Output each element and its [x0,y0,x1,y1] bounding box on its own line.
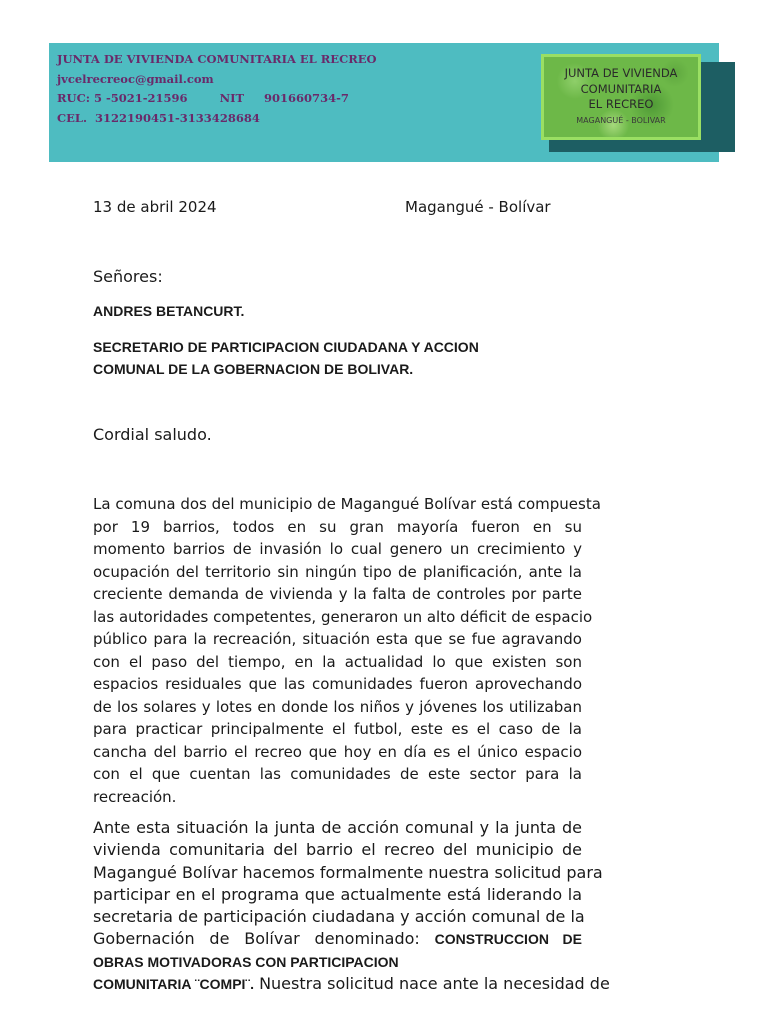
paragraph-line: participar en el programa que actualmente está liderando la [93,884,582,904]
paragraph-line: La comuna dos del municipio de Magangué Bolívar está compuesta [93,495,601,513]
org-ruc-nit: RUC: 5 -5021-21596 NIT 901660734-7 [57,91,349,105]
org-phone: CEL. 3122190451-3133428684 [57,110,260,125]
org-logo [541,54,701,140]
paragraph-line: espacios residuales que las comunidades fueron aprovechando [93,675,582,693]
letter-date: 13 de abril 2024 [93,198,217,216]
paragraph-line: con el que cuentan las comunidades de este sector para la [93,765,582,783]
letter-place: Magangué - Bolívar [405,198,551,216]
logo-line-3: EL RECREO [588,97,654,111]
recipient-name: ANDRES BETANCURT. [93,303,245,319]
paragraph-line-mixed [93,928,582,950]
paragraph-line: para practicar principalmente el futbol, este es el caso de la [93,720,582,738]
org-name: JUNTA DE VIVIENDA COMUNITARIA EL RECREO [57,52,377,66]
program-name-part-2: OBRAS MOTIVADORAS CON PARTICIPACION [93,953,399,970]
paragraph-line: creciente demanda de vivienda y la falta de controles por parte [93,585,582,603]
paragraph-line: recreación. [93,787,177,806]
program-intro-text: Gobernación de Bolívar denominado: [93,929,435,949]
paragraph-line: vivienda comunitaria del barrio el recreo del municipio de [93,840,582,860]
paragraph-line: con el paso del tiempo, en la actualidad lo que existen son [93,652,582,671]
body-paragraph-1 [93,493,601,808]
paragraph-line: Ante esta situación la junta de acción comunal y la junta de [93,818,582,837]
recipient-title-line-2: COMUNAL DE LA GOBERNACION DE BOLIVAR. [93,360,414,377]
request-continuation-text: Nuestra solicitud nace ante la necesidad de [253,974,610,994]
paragraph-line: momento barrios de invasión lo cual genero un crecimiento y [93,540,582,558]
logo-line-1: JUNTA DE VIVIENDA [564,66,678,80]
program-name-part-1: CONSTRUCCION DE [434,931,583,948]
salutation: Señores: [93,267,163,286]
org-email: jvcelrecreoc@gmail.com [57,71,214,86]
paragraph-line: público para la recreación, situación esta que se fue agravando [93,630,582,648]
logo-line-4: MAGANGUÉ - BOLIVAR [576,116,666,125]
paragraph-line: las autoridades competentes, generaron un alto déficit de espacio [93,607,593,626]
paragraph-line: Magangué Bolívar hacemos formalmente nuestra solicitud para [93,862,603,882]
paragraph-line: secretaria de participación ciudadana y acción comunal de la [93,907,585,927]
paragraph-line: ocupación del territorio sin ningún tipo de planificación, ante la [93,562,582,581]
greeting: Cordial saludo. [93,425,212,444]
recipient-title-line-1: SECRETARIO DE PARTICIPACION CIUDADANA Y ACCION [93,339,479,355]
paragraph-line: cancha del barrio el recreo que hoy en día es el único espacio [93,742,582,761]
recipient-title [93,337,513,380]
program-name-part-3: COMUNITARIA ¨COMPI¨. [93,976,254,993]
paragraph-line-mixed [93,973,610,995]
body-paragraph-2 [93,817,610,995]
logo-line-2: COMUNITARIA [580,82,662,96]
paragraph-line: por 19 barrios, todos en su gran mayoría fueron en su [93,517,582,536]
paragraph-line: de los solares y lotes en donde los niños y jóvenes los utilizaban [93,697,582,716]
org-info [57,50,377,128]
